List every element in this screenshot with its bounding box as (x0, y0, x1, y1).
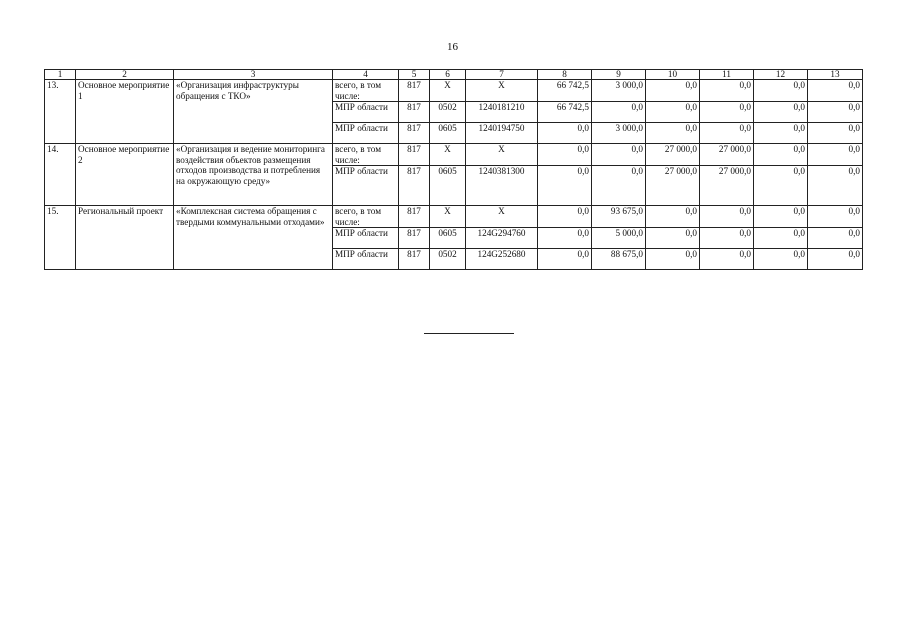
activity-name: Основное мероприятие 1 (76, 80, 174, 144)
value-cell: 0,0 (754, 249, 808, 270)
executor-cell: МПР области (333, 166, 399, 206)
value-cell: 27 000,0 (646, 144, 700, 166)
activity-name: Основное мероприятие 2 (76, 144, 174, 206)
value-cell: 0,0 (538, 206, 592, 228)
grbs-cell: 817 (399, 123, 430, 144)
grbs-cell: 817 (399, 80, 430, 102)
section-cell: Х (430, 206, 466, 228)
value-cell: 0,0 (754, 166, 808, 206)
section-cell: 0502 (430, 249, 466, 270)
grbs-cell: 817 (399, 166, 430, 206)
grbs-cell: 817 (399, 102, 430, 123)
value-cell: 66 742,5 (538, 102, 592, 123)
value-cell: 0,0 (538, 228, 592, 249)
executor-cell: МПР области (333, 123, 399, 144)
value-cell: 0,0 (646, 249, 700, 270)
value-cell: 0,0 (592, 144, 646, 166)
budget-table (44, 69, 863, 270)
header-cell: 5 (399, 70, 430, 80)
grbs-cell: 817 (399, 249, 430, 270)
target-item-cell: 124G252680 (466, 249, 538, 270)
grbs-cell: 817 (399, 228, 430, 249)
section-cell: 0605 (430, 166, 466, 206)
row-number: 13. (45, 80, 76, 144)
value-cell: 0,0 (700, 123, 754, 144)
value-cell: 66 742,5 (538, 80, 592, 102)
header-cell: 1 (45, 70, 76, 80)
activity-name: Региональный проект (76, 206, 174, 270)
table-row (45, 80, 863, 102)
executor-cell: всего, в том числе: (333, 80, 399, 102)
value-cell: 0,0 (754, 123, 808, 144)
value-cell: 0,0 (754, 102, 808, 123)
value-cell: 0,0 (592, 102, 646, 123)
value-cell: 0,0 (808, 80, 863, 102)
header-cell: 2 (76, 70, 174, 80)
value-cell: 3 000,0 (592, 123, 646, 144)
grbs-cell: 817 (399, 144, 430, 166)
value-cell: 93 675,0 (592, 206, 646, 228)
target-item-cell: 1240194750 (466, 123, 538, 144)
activity-description: «Комплексная система обращения с твердыми коммунальными отходами» (174, 206, 333, 270)
section-cell: 0502 (430, 102, 466, 123)
target-item-cell: Х (466, 144, 538, 166)
value-cell: 0,0 (646, 228, 700, 249)
section-cell: 0605 (430, 228, 466, 249)
section-cell: Х (430, 144, 466, 166)
section-cell: 0605 (430, 123, 466, 144)
target-item-cell: 1240181210 (466, 102, 538, 123)
header-cell: 7 (466, 70, 538, 80)
value-cell: 0,0 (700, 206, 754, 228)
header-cell: 13 (808, 70, 863, 80)
value-cell: 0,0 (538, 123, 592, 144)
target-item-cell: Х (466, 206, 538, 228)
row-number: 15. (45, 206, 76, 270)
section-cell: Х (430, 80, 466, 102)
header-cell: 12 (754, 70, 808, 80)
value-cell: 0,0 (646, 102, 700, 123)
value-cell: 27 000,0 (700, 144, 754, 166)
header-cell: 11 (700, 70, 754, 80)
value-cell: 0,0 (808, 206, 863, 228)
executor-cell: МПР области (333, 249, 399, 270)
header-cell: 10 (646, 70, 700, 80)
activity-description: «Организация инфраструктуры обращения с ТКО» (174, 80, 333, 144)
value-cell: 0,0 (808, 166, 863, 206)
target-item-cell: 1240381300 (466, 166, 538, 206)
value-cell: 27 000,0 (646, 166, 700, 206)
value-cell: 0,0 (700, 228, 754, 249)
executor-cell: МПР области (333, 102, 399, 123)
end-divider (424, 333, 514, 334)
value-cell: 0,0 (646, 123, 700, 144)
value-cell: 0,0 (754, 144, 808, 166)
row-number: 14. (45, 144, 76, 206)
value-cell: 0,0 (808, 249, 863, 270)
value-cell: 3 000,0 (592, 80, 646, 102)
target-item-cell: Х (466, 80, 538, 102)
value-cell: 0,0 (808, 144, 863, 166)
activity-description: «Организация и ведение мониторинга воздействия объектов размещения отходов производства и потребления на окружающую среду» (174, 144, 333, 206)
value-cell: 5 000,0 (592, 228, 646, 249)
page-number: 16 (447, 41, 458, 53)
value-cell: 0,0 (754, 80, 808, 102)
value-cell: 0,0 (808, 228, 863, 249)
value-cell: 0,0 (808, 123, 863, 144)
header-cell: 6 (430, 70, 466, 80)
value-cell: 0,0 (754, 228, 808, 249)
value-cell: 0,0 (754, 206, 808, 228)
value-cell: 0,0 (646, 80, 700, 102)
value-cell: 0,0 (700, 102, 754, 123)
header-cell: 4 (333, 70, 399, 80)
target-item-cell: 124G294760 (466, 228, 538, 249)
table-row (45, 206, 863, 228)
value-cell: 0,0 (700, 249, 754, 270)
value-cell: 0,0 (646, 206, 700, 228)
value-cell: 0,0 (700, 80, 754, 102)
header-cell: 3 (174, 70, 333, 80)
executor-cell: всего, в том числе: (333, 206, 399, 228)
value-cell: 0,0 (538, 249, 592, 270)
value-cell: 0,0 (538, 166, 592, 206)
executor-cell: всего, в том числе: (333, 144, 399, 166)
grbs-cell: 817 (399, 206, 430, 228)
value-cell: 0,0 (538, 144, 592, 166)
value-cell: 0,0 (808, 102, 863, 123)
value-cell: 0,0 (592, 166, 646, 206)
table-row (45, 144, 863, 166)
header-cell: 8 (538, 70, 592, 80)
executor-cell: МПР области (333, 228, 399, 249)
value-cell: 27 000,0 (700, 166, 754, 206)
header-cell: 9 (592, 70, 646, 80)
value-cell: 88 675,0 (592, 249, 646, 270)
header-row (45, 70, 863, 80)
